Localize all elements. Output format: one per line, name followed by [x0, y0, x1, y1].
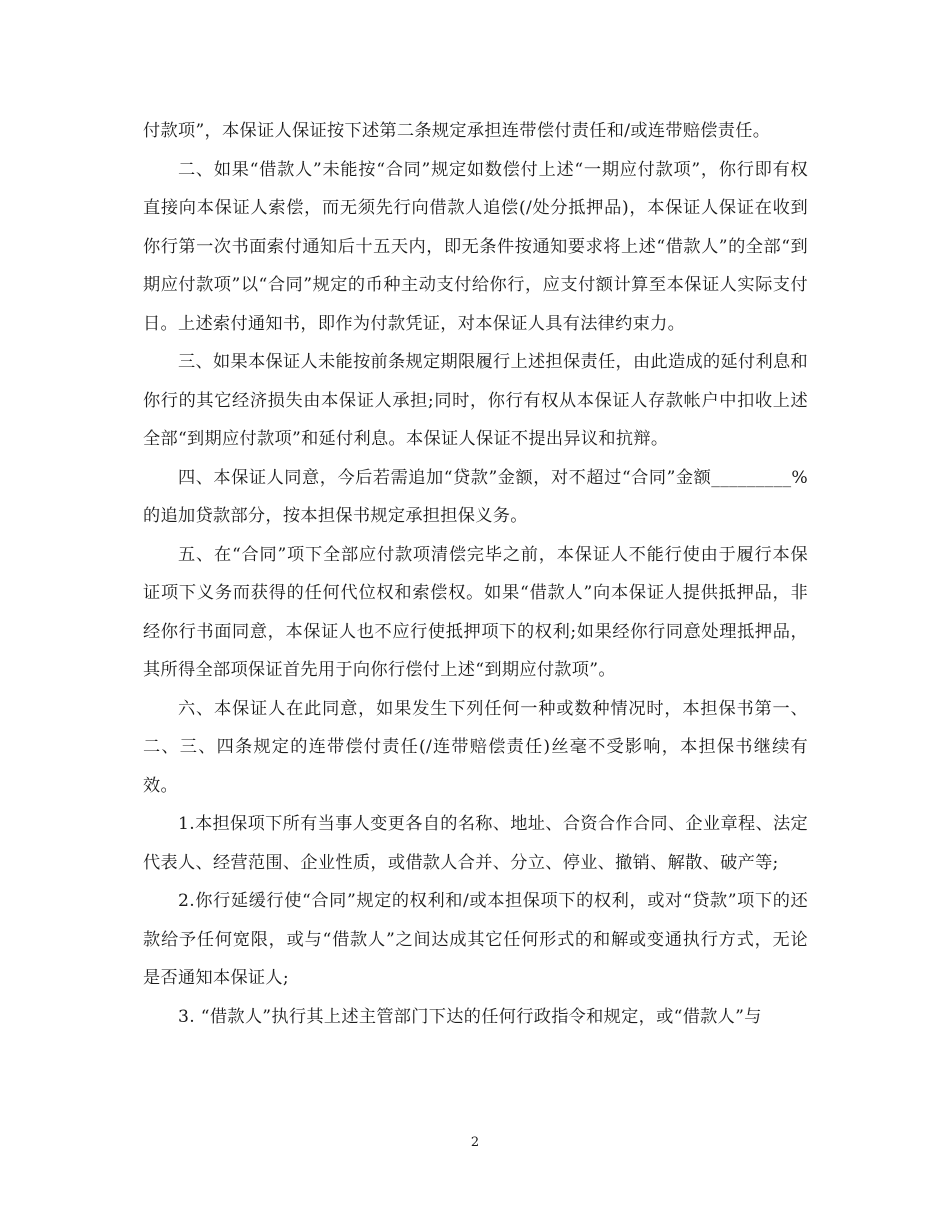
document-body [143, 112, 808, 1036]
paragraph-continuation: 付款项”，本保证人保证按下述第二条规定承担连带偿付责任和/或连带赔偿责任。 [143, 121, 771, 141]
paragraph-item-3: 3. “借款人”执行其上述主管部门下达的任何行政指令和规定，或“借款人”与 [178, 1006, 762, 1027]
page-number: 2 [470, 1135, 480, 1150]
paragraph-article-6: 六、本保证人在此同意，如果发生下列任何一种或数种情况时，本担保书第一、二、三、四条规定的连带偿付责任(/连带赔偿责任)丝毫不受影响，本担保书继续有效。 [143, 698, 808, 796]
paragraph-item-1: 1.本担保项下所有当事人变更各自的名称、地址、合资合作合同、企业章程、法定代表人、经营范围、企业性质，或借款人合并、分立、停业、撤销、解散、破产等; [143, 814, 808, 873]
paragraph-item-2: 2.你行延缓行使“合同”规定的权利和/或本担保项下的权利，或对“贷款”项下的还款给予任何宽限，或与“借款人”之间达成其它任何形式的和解或变通执行方式，无论是否通知本保证人; [143, 891, 808, 988]
paragraph-article-3: 三、如果本保证人未能按前条规定期限履行上述担保责任，由此造成的延付利息和你行的其它经济损失由本保证人承担;同时，你行有权从本保证人存款帐户中扣收上述全部“到期应付款项”和延付利息。本保证人保证不提出异议和抗辩。 [143, 352, 808, 449]
paragraph-article-5: 五、在“合同”项下全部应付款项清偿完毕之前，本保证人不能行使由于履行本保证项下义务而获得的任何代位权和索偿权。如果“借款人”向本保证人提供抵押品，非经你行书面同意，本保证人也不应行使抵押项下的权利;如果经你行同意处理抵押品，其所得全部项保证首先用于向你行偿付上述“到期应付款项”。 [143, 544, 808, 680]
paragraph-article-4: 四、本保证人同意，今后若需追加“贷款”金额，对不超过“合同”金额_________%的追加贷款部分，按本担保书规定承担担保义务。 [143, 467, 808, 526]
paragraph-article-2: 二、如果“借款人”未能按“合同”规定如数偿付上述“一期应付款项”，你行即有权直接向本保证人索偿，而无须先行向借款人追偿(/处分抵押品)，本保证人保证在收到你行第一次书面索付通知后十五天内，即无条件按通知要求将上述“借款人”的全部“到期应付款项”以“合同”规定的币种主动支付给你行，应支付额计算至本保证人实际支付日。上述索付通知书，即作为付款凭证，对本保证人具有法律约束力。 [143, 159, 808, 334]
